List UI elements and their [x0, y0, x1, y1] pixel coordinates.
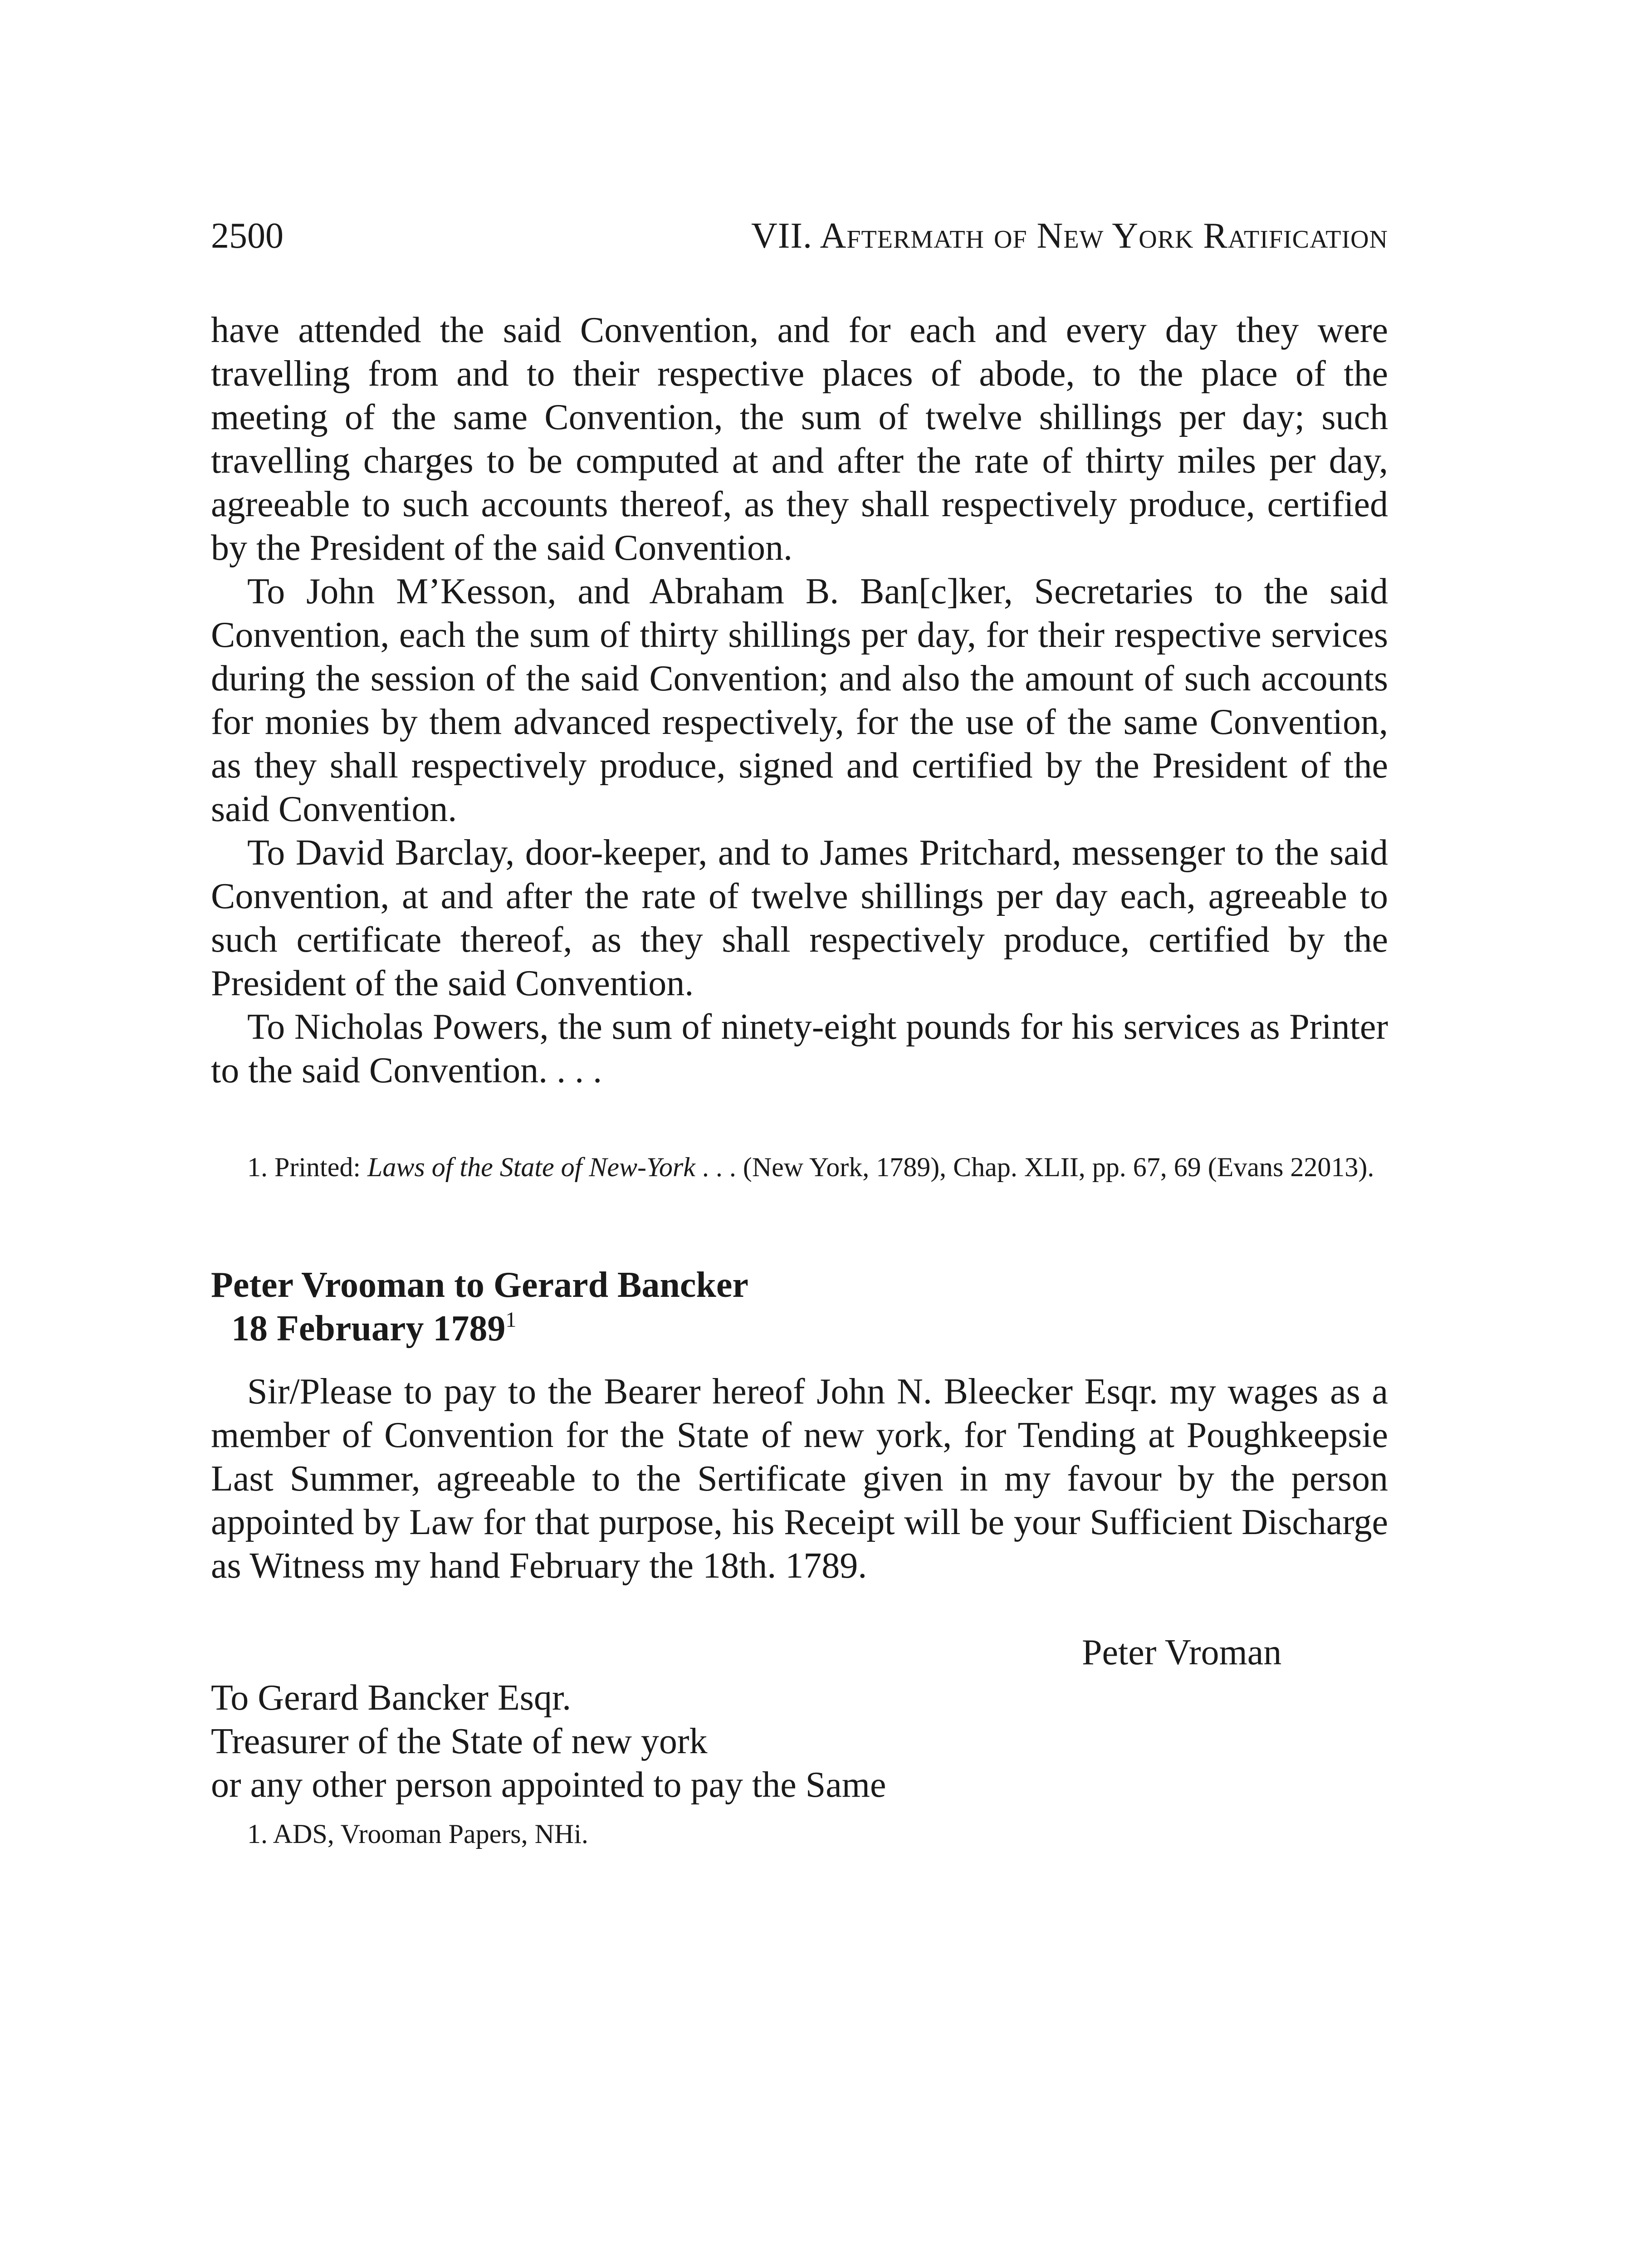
paragraph-printer: To Nicholas Powers, the sum of ninety-eight pounds for his services as Printer to the said Convention. . . .: [211, 1007, 1388, 1090]
footnote-source-text: 1. ADS, Vrooman Papers, NHi.: [247, 1819, 588, 1849]
address-line: Treasurer of the State of new york: [211, 1721, 708, 1761]
footnote-marker: 1: [505, 1308, 517, 1332]
address-line: or any other person appointed to pay the Same: [211, 1765, 886, 1805]
page-header: [211, 213, 1388, 259]
document-date: 18 February 1789: [231, 1309, 506, 1349]
footnote-title: Laws of the State of New-York: [367, 1152, 695, 1182]
letter-body: [211, 1370, 1388, 1588]
footnote-laws: [211, 1150, 1388, 1184]
paragraph-continuation: have attended the said Convention, and for each and every day they were travelling from and to their respective places of abode, to the place of the meeting of the same Convention, the sum of twelve shillings per day; such travelling charges to be computed at and after the rate of thirty miles per day, agreeable to such accounts thereof, as they shall respectively produce, certified by the President of the said Convention.: [211, 310, 1388, 568]
document-date-line: [211, 1307, 748, 1350]
paragraph-door-keeper: To David Barclay, door-keeper, and to James Pritchard, messenger to the said Convention, at and after the rate of twelve shillings per day each, agreeable to such certificate thereof, as they shall respectively produce, certified by the President of the said Convention.: [211, 833, 1388, 1003]
running-title: VII. Aftermath of New York Ratification: [751, 216, 1388, 256]
document-heading: [211, 1263, 748, 1350]
footnote-suffix: . . . (New York, 1789), Chap. XLII, pp. 67, 69 (Evans 22013).: [695, 1152, 1374, 1182]
letter-text: Sir/Please to pay to the Bearer hereof John N. Bleecker Esqr. my wages as a member of Convention for the State of new york, for Tending at Poughkeepsie Last Summer, agreeable to the Sertificate given in my favour by the person appointed by Law for that purpose, his Receipt will be your Sufficient Discharge as Witness my hand February the 18th. 1789.: [211, 1372, 1388, 1586]
footnote-source: [211, 1817, 1388, 1851]
address-line: To Gerard Bancker Esqr.: [211, 1678, 572, 1718]
body-text: [211, 308, 1388, 1092]
page-number: 2500: [211, 216, 284, 256]
footnote-laws-text: [211, 1150, 1388, 1184]
paragraph-secretaries: To John M’Kesson, and Abraham B. Ban[c]ker, Secretaries to the said Convention, each the sum of thirty shillings per day, for their respective services during the session of the said Convention; and also the amount of such accounts for monies by them advanced respectively, for the use of the same Convention, as they shall respectively produce, signed and certified by the President of the said Convention.: [211, 572, 1388, 829]
signature: Peter Vroman: [1082, 1633, 1282, 1672]
address-block: [211, 1676, 886, 1807]
footnote-prefix: 1. Printed:: [247, 1152, 367, 1182]
document-title: Peter Vrooman to Gerard Bancker: [211, 1265, 748, 1305]
